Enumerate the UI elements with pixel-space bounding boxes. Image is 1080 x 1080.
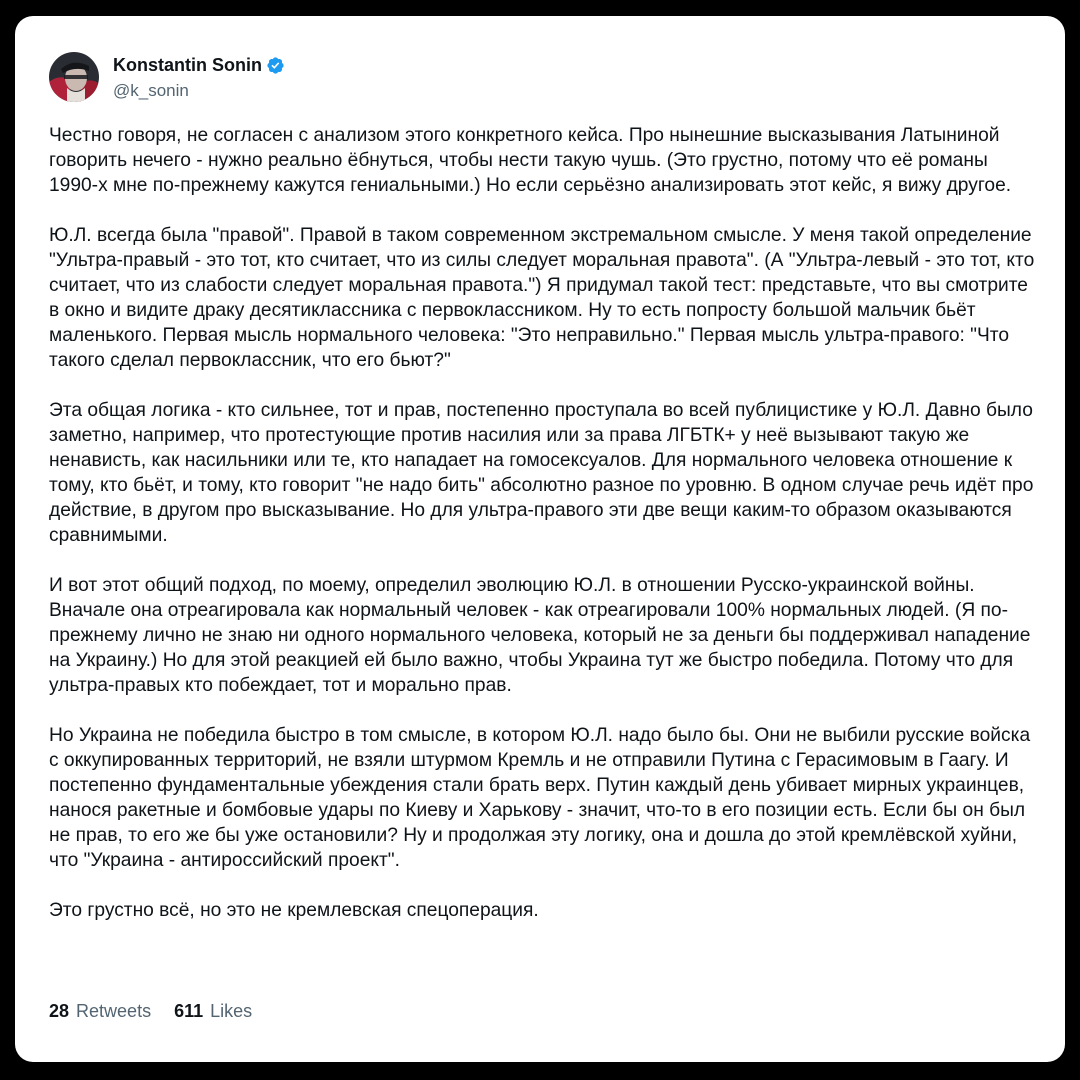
retweets-stat[interactable] (49, 1001, 151, 1022)
tweet-paragraph-1: Честно говоря, не согласен с анализом этого конкретного кейса. Про нынешние высказывания Латыниной говорить нечего - нужно реально ёбнуться, чтобы нести такую чушь. (Это грустно, потому что её романы 1990-х мне по-прежнему кажутся гениальными.) Но если серьёзно анализировать этот кейс, я вижу другое. (49, 125, 1012, 196)
retweets-count: 28 (49, 1001, 70, 1021)
likes-stat[interactable] (174, 1001, 252, 1022)
tweet-stats (49, 1001, 275, 1022)
author-name[interactable]: Konstantin Sonin (113, 55, 262, 75)
likes-label: Likes (210, 1001, 253, 1021)
tweet-card (15, 16, 1065, 1062)
verified-badge-icon (266, 56, 285, 75)
tweet-paragraph-2: Ю.Л. всегда была "правой". Правой в таком современном экстремальном смысле. У меня такой определение "Ультра-правый - это тот, кто считает, что из силы следует моральная правота". (А "Ультра-левый - это тот, кто считает, что из слабости следует моральная правота.") Я придумал такой тест: представьте, что вы смотрите в окно и видите драку десятиклассника с первоклассником. Ну то есть попросту большой мальчик бьёт маленького. Первая мысль нормального человека: "Это неправильно." Первая мысль ультра-правого: "Что такого сделал первоклассник, что его бьют?" (49, 225, 1035, 371)
tweet-paragraph-6: Это грустно всё, но это не кремлевская спецоперация. (49, 900, 539, 921)
author-handle[interactable]: @k_sonin (113, 80, 189, 100)
tweet-paragraph-5: Но Украина не победила быстро в том смысле, в котором Ю.Л. надо было бы. Они не выбили русские войска с оккупированных территорий, не взяли штурмом Кремль и не отправили Путина с Герасимовым в Гаагу. И постепенно фундаментальные убеждения стали брать верх. Путин каждый день убивает мирных украинцев, нанося ракетные и бомбовые удары по Киеву и Харькову - значит, что-то в его позиции есть. Если бы он был не прав, то его же бы уже остановили? Ну и продолжая эту логику, она и дошла до этой кремлёвской хуйни, что "Украина - антироссийский проект". (49, 725, 1031, 871)
tweet-header (49, 52, 285, 102)
tweet-paragraph-3: Эта общая логика - кто сильнее, тот и прав, постепенно проступала во всей публицистике у Ю.Л. Давно было заметно, например, что протестующие против насилия или за права ЛГБТК+ у неё вызывают такую же ненависть, как насильники или те, кто нападает на гомосексуалов. Для нормального человека отношение к тому, кто бьёт, и тому, кто говорит "не надо бить" абсолютно разное по уровню. В одном случае речь идёт про действие, в другом про высказывание. Но для ультра-правого эти две вещи каким-то образом оказываются сравнимыми. (49, 400, 1034, 546)
tweet-paragraph-4: И вот этот общий подход, по моему, определил эволюцию Ю.Л. в отношении Русско-украинской войны. Вначале она отреагировала как нормальный человек - как отреагировали 100% нормальных людей. (Я по-прежнему лично не знаю ни одного нормального человека, который не за деньги бы поддерживал нападение на Украину.) Но для этой реакцией ей было важно, чтобы Украина тут же быстро победила. Потому что для ультра-правых кто побеждает, тот и морально прав. (49, 575, 1031, 696)
author-block (113, 54, 285, 101)
tweet-body (49, 123, 1039, 948)
avatar[interactable] (49, 52, 99, 102)
likes-count: 611 (174, 1001, 204, 1021)
author-name-row (113, 54, 285, 78)
retweets-label: Retweets (76, 1001, 152, 1021)
